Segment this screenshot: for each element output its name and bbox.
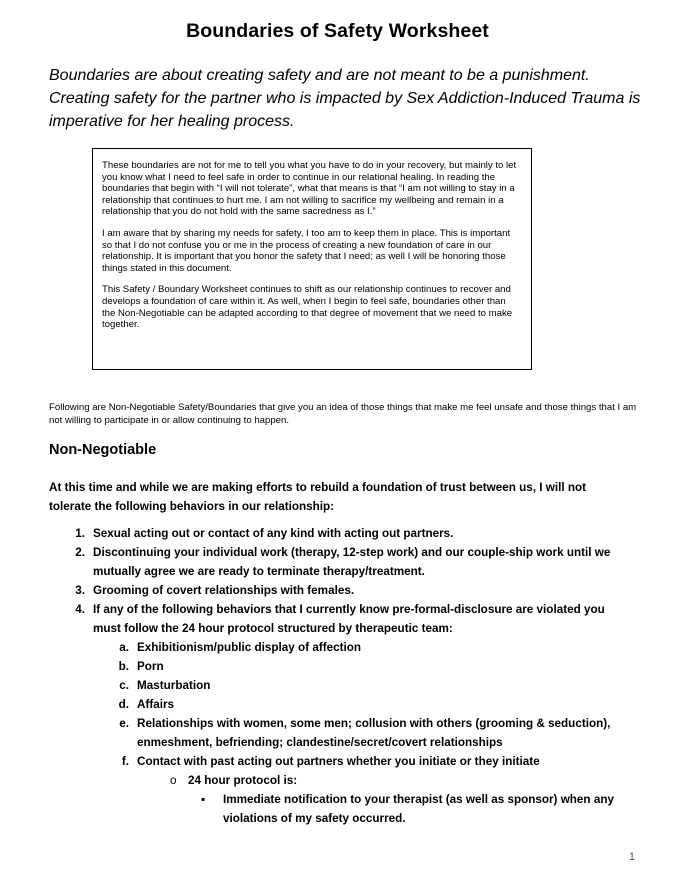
sub-list-item-text: Affairs: [137, 698, 175, 711]
sub-list-item-text: Relationships with women, some men; collusion with others (grooming & seduction), enmeshment, befriending; clandestine/secret/covert relationships: [137, 717, 611, 749]
sub-list-item-marker: e.: [119, 717, 129, 730]
protocol-item: [49, 771, 629, 790]
list-item-marker: 1.: [75, 527, 85, 540]
page-number: 1: [628, 851, 635, 863]
sub-list-item-marker: a.: [119, 641, 129, 654]
square-bullet-icon: ▪: [201, 793, 206, 806]
intro-line-1: Boundaries are about creating safety and are not meant to be a punishment.: [49, 67, 590, 84]
list-item-text: If any of the following behaviors that I currently know pre-formal-disclosure are violated you must follow the 24 hour protocol structured by therapeutic team:: [93, 603, 605, 635]
list-item-marker: 4.: [75, 603, 85, 616]
list-item-marker: 2.: [75, 546, 85, 559]
sub-list-item: [49, 714, 629, 752]
box-paragraph-2: I am aware that by sharing my needs for safety, I too am to keep them in place. This is important so that I do not confuse you or me in the process of creating a new foundation of care in our relationship. It is important that you honor the safety that I need; as well I will be honoring those things stated in this document.: [102, 227, 511, 274]
protocol-bullet-item: [49, 790, 629, 828]
circle-bullet-icon: o: [170, 774, 177, 787]
boundaries-explanation-box: [92, 148, 532, 370]
intro-line-2: Creating safety for the partner who is impacted by Sex Addiction-Induced Trauma is imperative for her healing process.: [49, 90, 641, 130]
box-paragraph-3: This Safety / Boundary Worksheet continues to shift as our relationship continues to recover and develops a foundation of care within it. As well, when I begin to feel safe, boundaries other than the Non-Negotiable can be adapted according to that degree of movement that we need to make together.: [102, 284, 513, 331]
sub-list-item: [49, 638, 629, 657]
sub-list-item-text: Porn: [137, 660, 164, 673]
sub-list-item-text: Exhibitionism/public display of affection: [137, 641, 362, 654]
sub-list-item: [49, 752, 629, 771]
intro-statement: [49, 64, 649, 133]
lead-paragraph: At this time and while we are making efforts to rebuild a foundation of trust between us, I will not tolerate the following behaviors in our relationship:: [49, 481, 587, 513]
sub-list-item-marker: d.: [118, 698, 129, 711]
sub-list-item-text: Masturbation: [137, 679, 211, 692]
page-title: Boundaries of Safety Worksheet: [186, 20, 489, 42]
list-item-text: Discontinuing your individual work (therapy, 12-step work) and our couple-ship work until we mutually agree we are ready to terminate therapy/treatment.: [93, 546, 611, 578]
list-item: [49, 543, 629, 581]
list-item: [49, 524, 629, 543]
sub-list-item-marker: f.: [121, 755, 129, 768]
protocol-item-text: 24 hour protocol is:: [188, 774, 298, 787]
list-item-text: Sexual acting out or contact of any kind with acting out partners.: [93, 527, 454, 540]
list-item-text: Grooming of covert relationships with females.: [93, 584, 355, 597]
sub-list-item-marker: c.: [119, 679, 129, 692]
sub-list-item: [49, 695, 629, 714]
list-item: [49, 581, 629, 600]
sub-list-item-marker: b.: [118, 660, 129, 673]
sub-list-item: [49, 676, 629, 695]
box-paragraph-1: These boundaries are not for me to tell you what you have to do in your recovery, but mainly to let you know what I need to feel safe in order to continue in our relational healing. In reading the boundaries that begin with “I will not tolerate”, what that means is that “I am not willing to stay in a relationship that continues to hurt me. I am not willing to sacrifice my wellbeing and remain in a relationship that you do not hold with the same sacredness as I.”: [102, 160, 517, 218]
list-item: [49, 600, 629, 638]
protocol-bullet-text: Immediate notification to your therapist (as well as sponsor) when any violations of my safety occurred.: [223, 793, 614, 825]
behavior-list: [49, 524, 629, 828]
following-paragraph: Following are Non-Negotiable Safety/Boundaries that give you an idea of those things that make me feel unsafe and those things that I am not willing to participate in or allow continuing to happen.: [49, 402, 637, 426]
section-heading-non-negotiable: Non-Negotiable: [49, 442, 157, 458]
list-item-marker: 3.: [75, 584, 85, 597]
sub-list-item: [49, 657, 629, 676]
sub-list-item-text: Contact with past acting out partners whether you initiate or they initiate: [137, 755, 540, 768]
